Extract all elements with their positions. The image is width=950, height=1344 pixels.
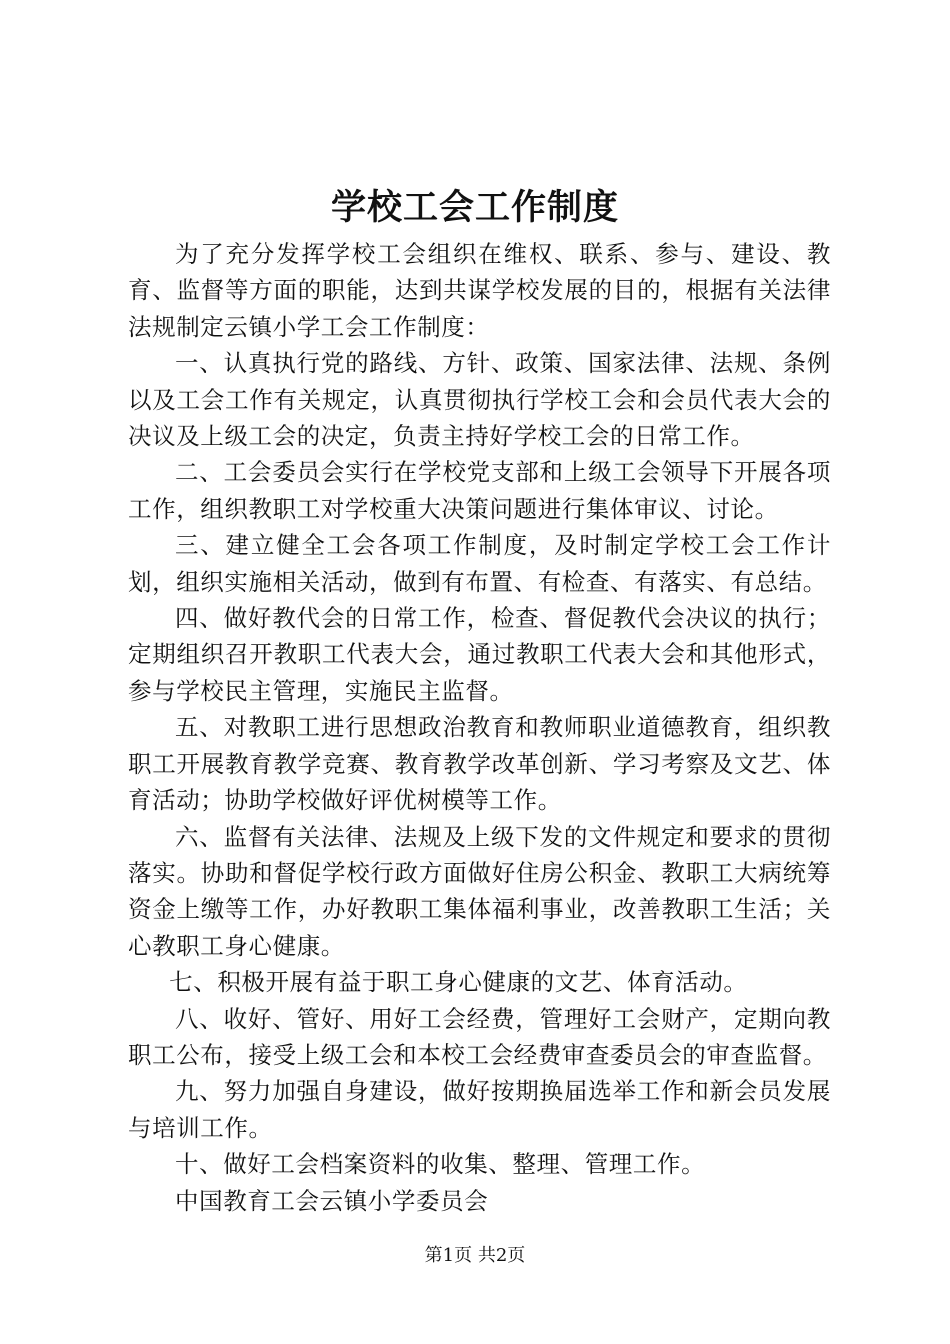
paragraph-item-5: 五、对教职工进行思想政治教育和教师职业道德教育，组织教职工开展教育教学竞赛、教育教学改革创新、学习考察及文艺、体育活动；协助学校做好评优树模等工作。	[128, 713, 831, 815]
page-number-footer: 第1页 共2页	[424, 1245, 526, 1266]
paragraph-item-8: 八、收好、管好、用好工会经费，管理好工会财产，定期向教职工公布，接受上级工会和本校工会经费审查委员会的审查监督。	[128, 1004, 831, 1069]
paragraph-intro: 为了充分发挥学校工会组织在维权、联系、参与、建设、教育、监督等方面的职能，达到共谋学校发展的目的，根据有关法律法规制定云镇小学工会工作制度：	[128, 240, 831, 341]
paragraph-item-3: 三、建立健全工会各项工作制度，及时制定学校工会工作计划，组织实施相关活动，做到有布置、有检查、有落实、有总结。	[128, 531, 831, 596]
paragraph-item-6: 六、监督有关法律、法规及上级下发的文件规定和要求的贯彻落实。协助和督促学校行政方面做好住房公积金、教职工大病统筹资金上缴等工作，办好教职工集体福利事业，改善教职工生活；关心教职工身心健康。	[128, 822, 831, 960]
document-body	[128, 236, 831, 1219]
paragraph-item-1: 一、认真执行党的路线、方针、政策、国家法律、法规、条例以及工会工作有关规定，认真贯彻执行学校工会和会员代表大会的决议及上级工会的决定，负责主持好学校工会的日常工作。	[128, 349, 831, 451]
paragraph-item-9: 九、努力加强自身建设，做好按期换届选举工作和新会员发展与培训工作。	[128, 1077, 831, 1142]
paragraph-item-10: 十、做好工会档案资料的收集、整理、管理工作。	[175, 1150, 706, 1179]
document-title: 学校工会工作制度	[330, 187, 619, 228]
signature-organization: 中国教育工会云镇小学委员会	[175, 1186, 489, 1215]
paragraph-item-4: 四、做好教代会的日常工作，检查、督促教代会决议的执行；定期组织召开教职工代表大会，通过教职工代表大会和其他形式，参与学校民主管理，实施民主监督。	[128, 604, 831, 705]
paragraph-item-7: 七、积极开展有益于职工身心健康的文艺、体育活动。	[169, 968, 748, 997]
paragraph-item-2: 二、工会委员会实行在学校党支部和上级工会领导下开展各项工作，组织教职工对学校重大决策问题进行集体审议、讨论。	[128, 458, 831, 523]
